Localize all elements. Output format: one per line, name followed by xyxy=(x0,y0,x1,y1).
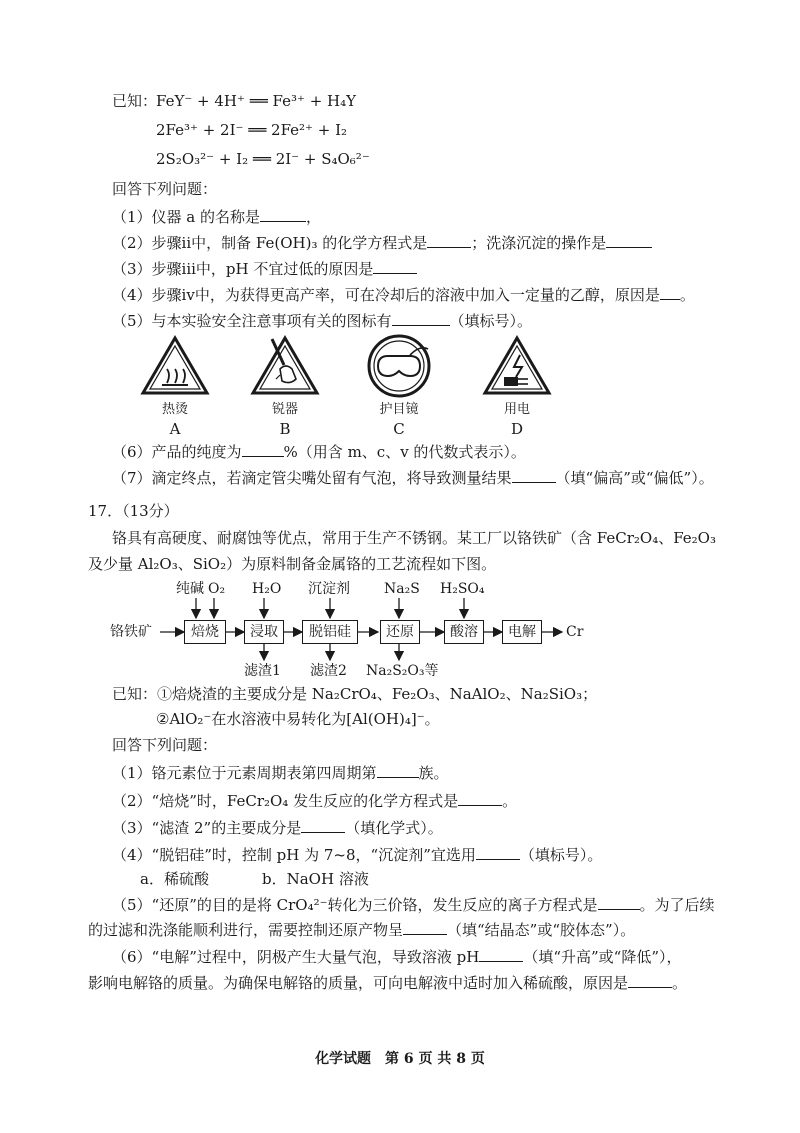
flow-output-residue-1: 滤渣1 xyxy=(244,663,281,679)
equation-3: 2S₂O₃²⁻ + I₂ ══ 2I⁻ + S₄O₆²⁻ xyxy=(156,150,370,168)
q17-option-a: a．稀硫酸 xyxy=(140,870,209,888)
icon-letter-b: B xyxy=(279,420,291,438)
icon-label-b: 锐器 xyxy=(271,402,298,417)
q16-item-4: （4）步骤iv中，为获得更高产率，可在冷却后的溶液中加入一定量的乙醇，原因是 。 xyxy=(112,283,695,306)
answer-blank[interactable] xyxy=(628,971,672,988)
equation-2: 2Fe³⁺ + 2I⁻ ══ 2Fe²⁺ + I₂ xyxy=(156,121,348,139)
q17-intro-line-1: 铬具有高硬度、耐腐蚀等优点，常用于生产不锈钢。某工厂以铬铁矿（含 FeCr₂O₄、Fe₂O₃ xyxy=(112,529,716,547)
icon-letter-c: C xyxy=(393,420,405,438)
flow-step-reduction: 还原 xyxy=(380,620,420,644)
q16-item-1: （1）仪器 a 的名称是 ， xyxy=(112,205,321,228)
answer-blank[interactable] xyxy=(301,816,345,833)
flow-step-leaching: 浸取 xyxy=(244,620,284,644)
q17-option-b: b．NaOH 溶液 xyxy=(262,870,369,888)
q16-answer-prompt: 回答下列问题： xyxy=(112,180,218,198)
flow-start-label: 铬铁矿 xyxy=(110,624,152,640)
answer-blank[interactable] xyxy=(479,945,523,962)
q17-item-4: （4）“脱铝硅”时，控制 pH 为 7~8，“沉淀剂”宜选用 （填标号）。 xyxy=(112,843,602,866)
equation-1: FeY⁻ + 4H⁺ ══ Fe³⁺ + H₄Y xyxy=(156,92,357,110)
answer-blank[interactable] xyxy=(476,843,520,860)
flow-output-na2s2o3: Na₂S₂O₃等 xyxy=(366,663,439,679)
q17-item-6-line-1: （6）“电解”过程中，阴极产生大量气泡，导致溶液 pH （填“升高”或“降低”）， xyxy=(112,945,682,968)
answer-blank[interactable] xyxy=(598,893,640,910)
flow-input-water: H₂O xyxy=(252,581,282,597)
q17-item-5-line-1: （5）“还原”的目的是将 CrO₄²⁻转化为三价铬，发生反应的离子方程式是 。为了后续 xyxy=(112,893,715,916)
icon-label-c: 护目镜 xyxy=(379,402,419,417)
flow-step-roasting: 焙烧 xyxy=(184,620,226,644)
page-footer: 化学试题 第 6 页 共 8 页 xyxy=(315,1051,485,1067)
q17-item-1: （1）铬元素位于元素周期表第四周期第 族。 xyxy=(112,761,449,784)
q17-intro-line-2: 及少量 Al₂O₃、SiO₂）为原料制备金属铬的工艺流程如下图。 xyxy=(88,555,497,573)
answer-blank[interactable] xyxy=(458,789,502,806)
flow-step-acid-dissolution: 酸溶 xyxy=(444,620,484,644)
q17-item-5-line-2: 的过滤和洗涤能顺利进行，需要控制还原产物呈 （填“结晶态”或“胶体态”）。 xyxy=(88,918,635,941)
flow-input-na2s: Na₂S xyxy=(384,581,420,597)
flow-input-oxygen: O₂ xyxy=(208,581,226,597)
q16-item-5: （5）与本实验安全注意事项有关的图标有 （填标号）。 xyxy=(112,309,532,332)
flow-input-soda: 纯碱 xyxy=(176,581,204,597)
flow-output-residue-2: 滤渣2 xyxy=(310,663,347,679)
icon-label-a: 热烫 xyxy=(161,402,188,417)
flow-end-label: Cr xyxy=(566,624,584,640)
q17-answer-prompt: 回答下列问题： xyxy=(112,736,218,754)
q17-known-1: 已知：①焙烧渣的主要成分是 Na₂CrO₄、Fe₂O₃、NaAlO₂、Na₂SiO₃； xyxy=(112,685,598,703)
q16-item-2: （2）步骤ii中，制备 Fe(OH)₃ 的化学方程式是 ；洗涤沉淀的操作是 xyxy=(112,231,652,254)
q16-item-7: （7）滴定终点，若滴定管尖嘴处留有气泡，将导致测量结果 （填“偏高”或“偏低”）。 xyxy=(112,466,714,489)
q17-item-2: （2）“焙烧”时，FeCr₂O₄ 发生反应的化学方程式是 。 xyxy=(112,789,517,812)
flow-input-precipitant: 沉淀剂 xyxy=(308,581,350,597)
q17-item-6-line-2: 影响电解铬的质量。为确保电解铬的质量，可向电解液中适时加入稀硫酸，原因是 。 xyxy=(88,971,687,994)
q17-item-3: （3）“滤渣 2”的主要成分是 （填化学式）。 xyxy=(112,816,443,839)
flow-step-electrolysis: 电解 xyxy=(502,620,542,644)
q17-header: 17．（13分） xyxy=(88,502,179,520)
known-label: 已知： xyxy=(112,92,158,110)
answer-blank[interactable] xyxy=(403,918,447,935)
icon-label-d: 用电 xyxy=(503,402,530,417)
icon-letter-a: A xyxy=(169,420,181,438)
flow-step-al-si-removal: 脱铝硅 xyxy=(302,620,358,644)
icon-letter-d: D xyxy=(510,420,524,438)
q16-item-3: （3）步骤iii中，pH 不宜过低的原因是 xyxy=(112,257,417,280)
q17-known-2: ②AlO₂⁻在水溶液中易转化为[Al(OH)₄]⁻。 xyxy=(156,710,440,728)
flow-input-h2so4: H₂SO₄ xyxy=(440,581,485,597)
answer-blank[interactable] xyxy=(377,761,419,778)
q16-item-6: （6）产品的纯度为 %（用含 m、c、v 的代数式表示）。 xyxy=(112,440,526,463)
